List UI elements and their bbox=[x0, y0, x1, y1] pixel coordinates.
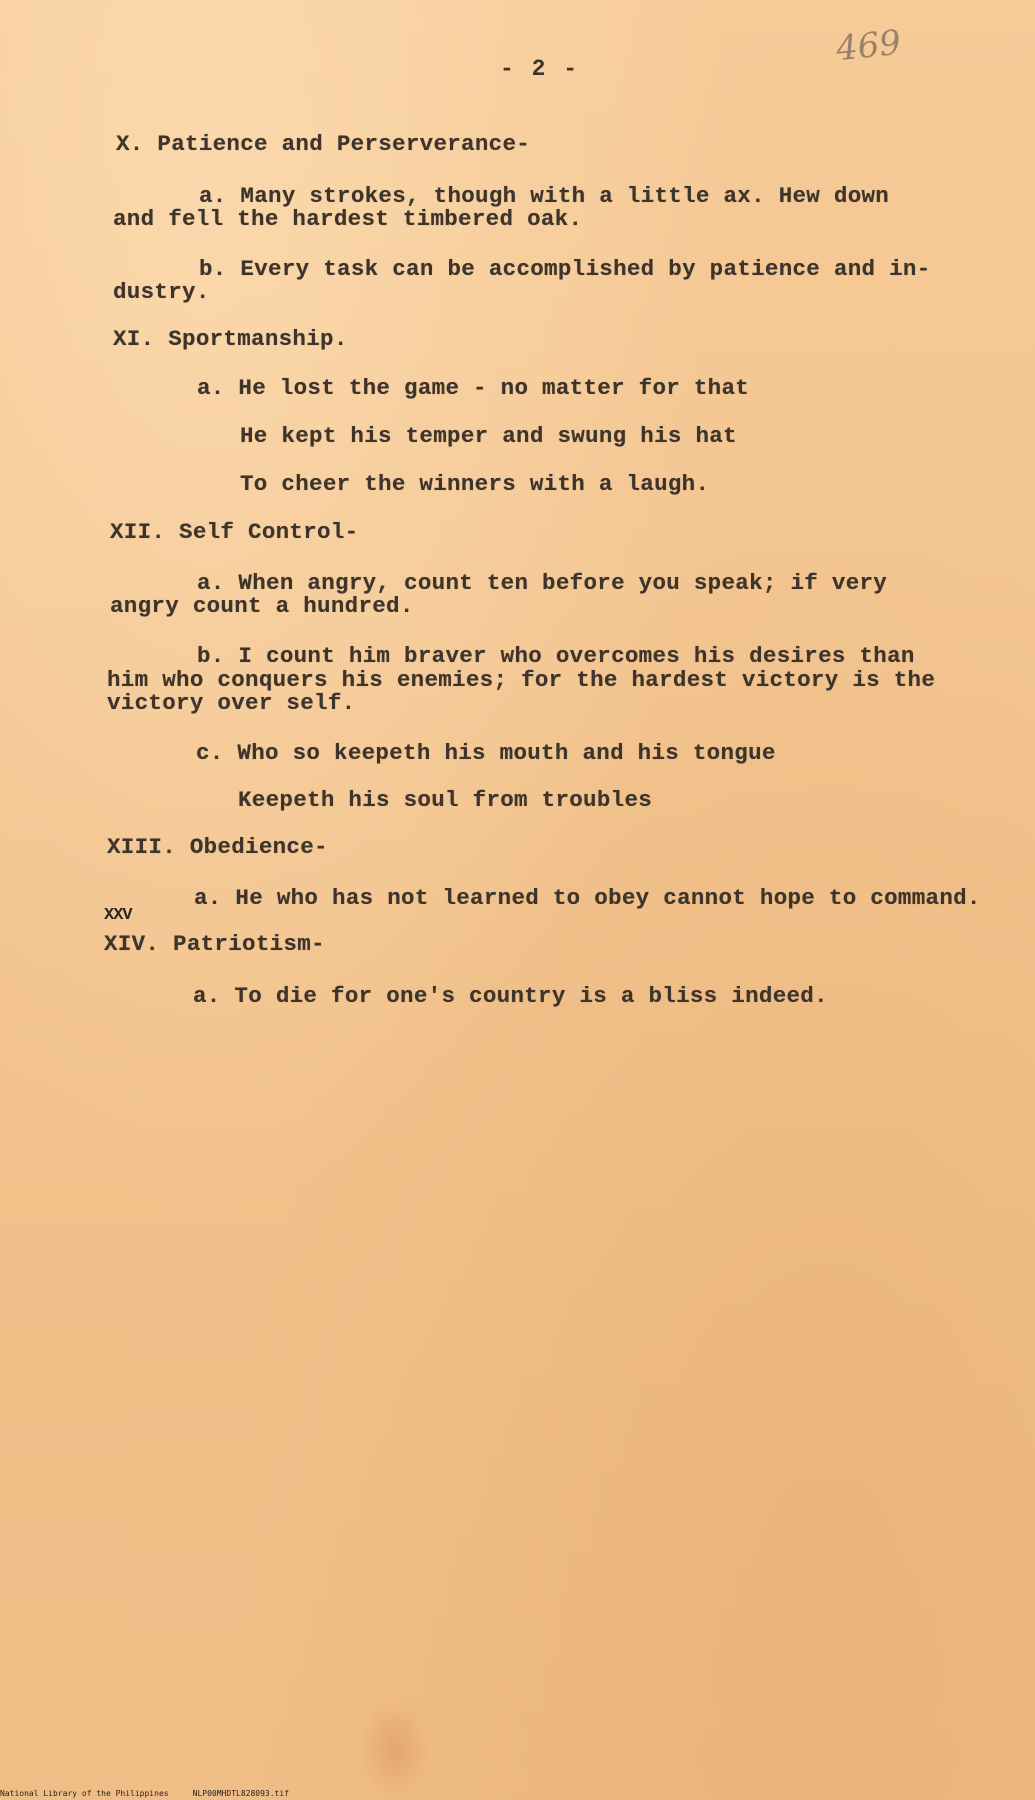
section-line: him who conquers his enemies; for the hardest victory is the bbox=[107, 667, 936, 693]
section-line: a. Many strokes, though with a little ax. Hew down bbox=[199, 183, 890, 209]
section-heading: XIII. Obedience- bbox=[107, 834, 328, 860]
section-line: dustry. bbox=[113, 279, 210, 305]
section-heading: XIV. Patriotism- bbox=[104, 931, 325, 957]
paper-stain bbox=[360, 1700, 430, 1800]
section-line: c. Who so keepeth his mouth and his tongue bbox=[196, 740, 776, 766]
section-heading: X. Patience and Perserverance- bbox=[116, 131, 531, 157]
section-line: b. Every task can be accomplished by patience and in- bbox=[199, 256, 931, 282]
section-line: He kept his temper and swung his hat bbox=[240, 423, 737, 449]
struck-out-numeral: XXV bbox=[104, 906, 132, 925]
section-line: Keepeth his soul from troubles bbox=[238, 787, 653, 813]
section-heading: XI. Sportmanship. bbox=[113, 326, 348, 352]
section-heading: XII. Self Control- bbox=[110, 519, 359, 545]
section-line: angry count a hundred. bbox=[110, 593, 414, 619]
page-number: - 2 - bbox=[500, 56, 580, 82]
section-line: a. When angry, count ten before you speak; if very bbox=[197, 570, 888, 596]
section-line: and fell the hardest timbered oak. bbox=[113, 206, 583, 232]
section-line: victory over self. bbox=[107, 690, 356, 716]
archive-footer: National Library of the Philippines NLP00MHDTL828093.tif bbox=[0, 1789, 289, 1798]
section-line: a. To die for one's country is a bliss indeed. bbox=[193, 983, 828, 1009]
section-line: To cheer the winners with a laugh. bbox=[240, 471, 710, 497]
handwritten-page-number: 469 bbox=[834, 22, 903, 70]
section-line: a. He who has not learned to obey cannot hope to command. bbox=[194, 885, 981, 911]
section-line: a. He lost the game - no matter for that bbox=[197, 375, 750, 401]
section-line: b. I count him braver who overcomes his desires than bbox=[197, 643, 915, 669]
